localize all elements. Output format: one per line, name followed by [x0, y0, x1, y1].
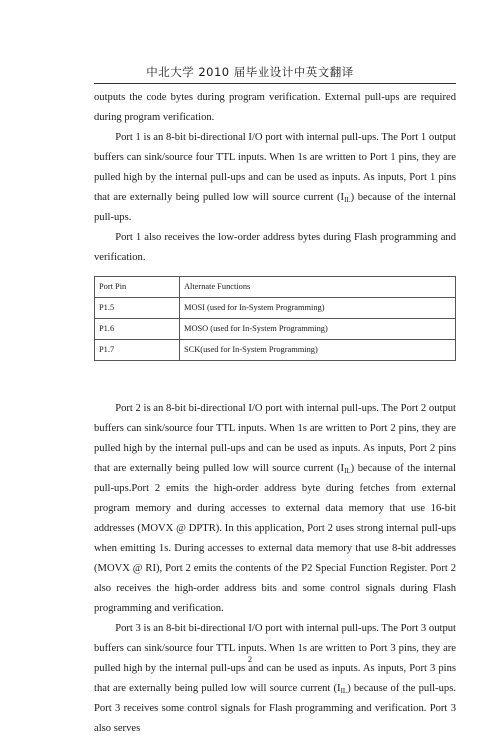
port1-text: Port 1 is an 8-bit bi-directional I/O port with internal pull-ups. The Port 1 output buffers can sink/source four TTL inputs. When 1s are written to Port 1 pins, they are pulled high by the internal pull-ups and can be used as inputs. As inputs, Port 1 pins that are externally being pulled low will source current (I: [94, 132, 456, 203]
table-row: [95, 319, 456, 340]
alternate-functions-table: [94, 276, 456, 361]
paragraph-port1-address: Port 1 also receives the low-order address bytes during Flash programming and verification.: [94, 232, 456, 263]
paragraph-port2: [94, 399, 456, 619]
port1-text-end: ) because of the internal pull-ups.: [94, 192, 456, 223]
port2-current-subscript: IL: [344, 467, 351, 475]
table-cell: SCK(used for In-System Programming): [180, 340, 456, 361]
document-body: [94, 88, 456, 739]
header-divider: [94, 83, 456, 84]
table-header-cell: Alternate Functions: [180, 277, 456, 298]
paragraph-continued: outputs the code bytes during program verification. External pull-ups are required during program verification.: [94, 92, 456, 123]
page-number: 2: [247, 654, 253, 664]
port1-current-subscript: IL: [344, 196, 351, 204]
page-header-title: 中北大学 2010 届毕业设计中英文翻译: [146, 65, 354, 79]
table-cell: P1.7: [95, 340, 180, 361]
port3-text-end: ) because of the pull-ups. Port 3 receives some control signals for Flash programming and verification. Port 3 also serves: [94, 683, 456, 734]
port2-text-end: ) because of the internal pull-ups.Port 2 emits the high-order address byte during fetches from external program memory and during accesses to external data memory that use 16-bit addresses (MOVX @ DPTR). In this application, Port 2 uses strong internal pull-ups when emitting 1s. During accesses to external data memory that use 8-bit addresses (MOVX @ RI), Port 2 emits the contents of the P2 Special Function Register. Port 2 also receives the high-order address bits and some control signals during Flash programming and verification.: [94, 463, 456, 614]
table-header-cell: Port Pin: [95, 277, 180, 298]
table-row: [95, 340, 456, 361]
table-cell: MOSI (used for In-System Programming): [180, 298, 456, 319]
table-header-row: [95, 277, 456, 298]
port3-text: Port 3 is an 8-bit bi-directional I/O port with internal pull-ups. The Port 3 output buffers can sink/source four TTL inputs. When 1s are written to Port 3 pins, they are pulled high by the internal pull-ups and can be used as inputs. As inputs, Port 3 pins that are externally being pulled low will source current (I: [94, 623, 456, 694]
port3-current-subscript: IL: [340, 687, 348, 695]
table-cell: P1.6: [95, 319, 180, 340]
paragraph-port3: [94, 619, 456, 739]
port2-text: Port 2 is an 8-bit bi-directional I/O port with internal pull-ups. The Port 2 output buffers can sink/source four TTL inputs. When 1s are written to Port 2 pins, they are pulled high by the internal pull-ups and can be used as inputs. As inputs, Port 2 pins that are externally being pulled low will source current (I: [94, 403, 456, 474]
table-cell: P1.5: [95, 298, 180, 319]
paragraph-port1: [94, 128, 456, 228]
table-row: [95, 298, 456, 319]
table-cell: MOSO (used for In-System Programming): [180, 319, 456, 340]
